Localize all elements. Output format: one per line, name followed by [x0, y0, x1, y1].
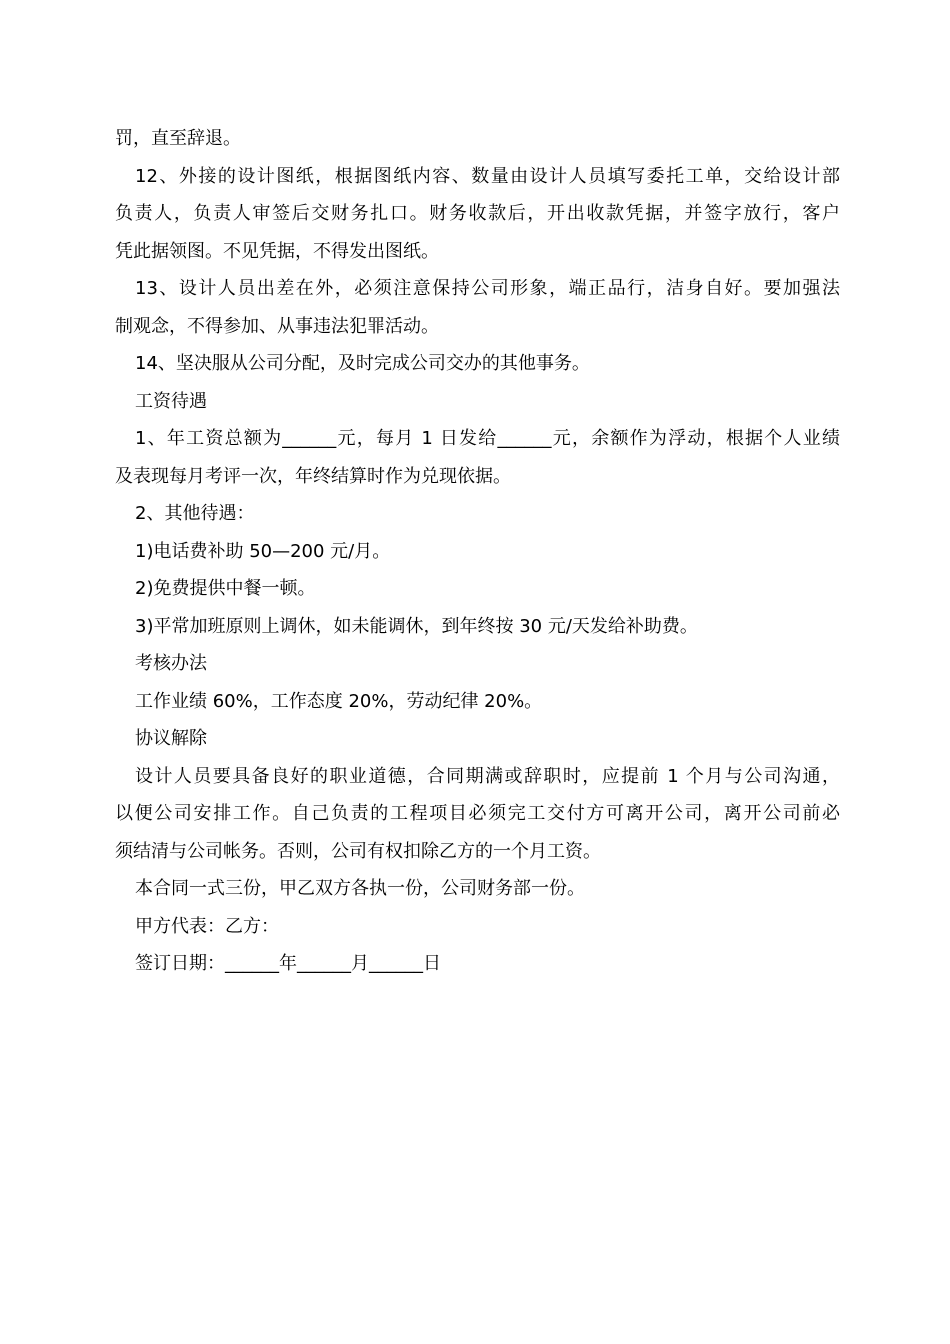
text-line: 3)平常加班原则上调休，如未能调休，到年终按 30 元/天发给补助费。: [135, 615, 698, 637]
text-line: 14、坚决服从公司分配，及时完成公司交办的其他事务。: [135, 353, 590, 374]
text-line: 罚，直至辞退。: [115, 128, 241, 149]
text-line: 12、外接的设计图纸，根据图纸内容、数量由设计人员填写委托工单，交给设计部: [135, 165, 840, 187]
text-line: 以便公司安排工作。自己负责的工程项目必须完工交付方可离开公司，离开公司前必: [115, 803, 840, 824]
text-line: 1、年工资总额为______元，每月 1 日发给______元，余额作为浮动，根据个人业绩: [135, 428, 840, 449]
text-line: 2)免费提供中餐一顿。: [135, 578, 316, 599]
signature-line: 甲方代表：乙方：: [135, 915, 279, 937]
document-body: [115, 120, 840, 983]
text-line: 工作业绩 60%，工作态度 20%，劳动纪律 20%。: [135, 690, 543, 712]
section-heading: 工资待遇: [135, 390, 207, 412]
text-line: 制观念，不得参加、从事违法犯罪活动。: [115, 315, 439, 337]
signing-date-line: 签订日期：______年______月______日: [135, 953, 441, 974]
text-line: 13、设计人员出差在外，必须注意保持公司形象，端正品行，洁身自好。要加强法: [135, 278, 840, 299]
text-line: 凭此据领图。不见凭据，不得发出图纸。: [115, 240, 439, 262]
section-heading: 考核办法: [135, 653, 207, 674]
text-line: 2、其他待遇：: [135, 503, 255, 524]
section-heading: 协议解除: [135, 728, 207, 749]
text-line: 须结清与公司帐务。否则，公司有权扣除乙方的一个月工资。: [115, 840, 601, 862]
text-line: 负责人，负责人审签后交财务扎口。财务收款后，开出收款凭据，并签字放行，客户: [115, 203, 840, 224]
text-line: 及表现每月考评一次，年终结算时作为兑现依据。: [115, 465, 511, 487]
text-line: 设计人员要具备良好的职业道德，合同期满或辞职时，应提前 1 个月与公司沟通，: [135, 765, 840, 787]
text-line: 1)电话费补助 50—200 元/月。: [135, 540, 391, 562]
text-line: 本合同一式三份，甲乙双方各执一份，公司财务部一份。: [135, 878, 585, 899]
